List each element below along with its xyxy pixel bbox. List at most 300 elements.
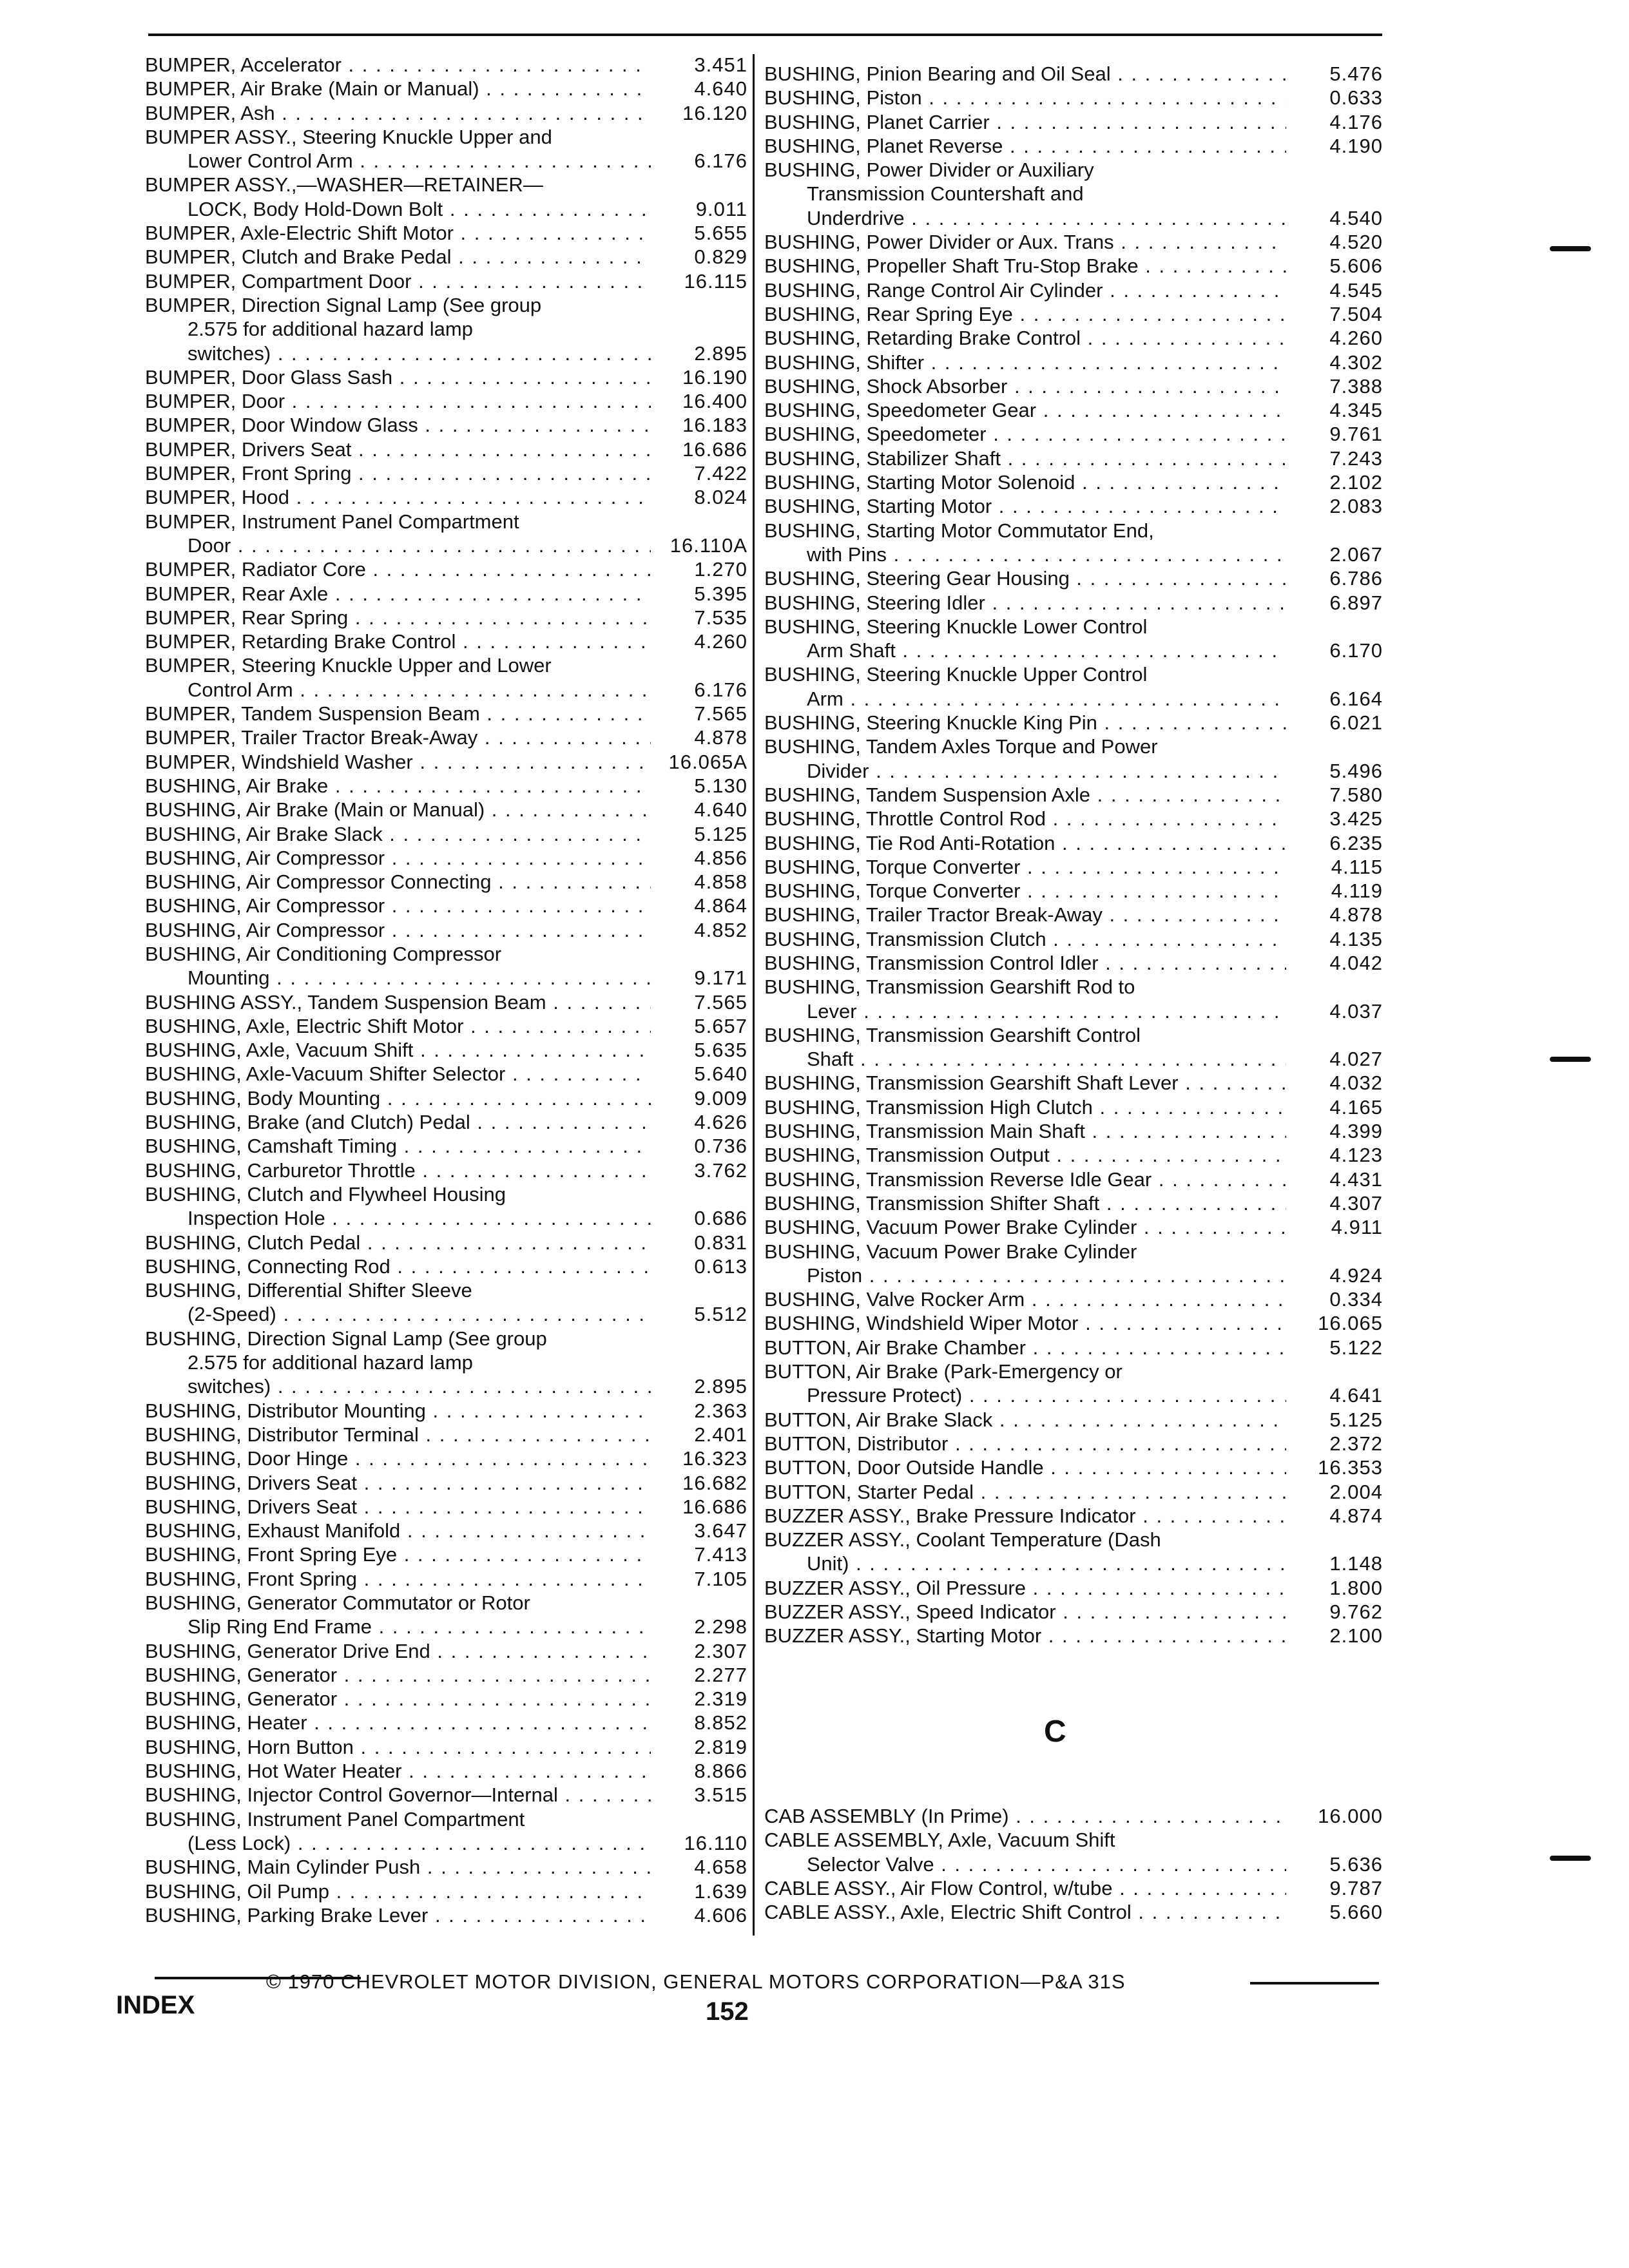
index-entry bbox=[145, 846, 747, 870]
entry-page-ref: 8.852 bbox=[694, 1711, 747, 1735]
index-entry bbox=[145, 221, 747, 245]
entry-page-ref: 6.170 bbox=[1329, 639, 1383, 662]
entry-label bbox=[145, 942, 651, 990]
entry-label-line: BUSHING, Starting Motor Commutator End, bbox=[764, 519, 1154, 542]
index-entry bbox=[764, 374, 1383, 398]
entry-label bbox=[764, 1504, 1286, 1528]
index-label: INDEX bbox=[116, 1991, 195, 2019]
entry-label bbox=[145, 510, 651, 558]
index-entry bbox=[145, 1278, 747, 1327]
index-entry bbox=[145, 1471, 747, 1495]
index-entry bbox=[764, 1240, 1383, 1288]
entry-label-line: BUSHING, Generator . . . bbox=[145, 1663, 651, 1687]
entry-label bbox=[145, 894, 651, 918]
entry-label bbox=[145, 726, 651, 749]
index-entry bbox=[764, 1168, 1383, 1191]
entry-page-ref: 4.626 bbox=[694, 1111, 747, 1134]
entry-page-ref: 7.388 bbox=[1329, 374, 1383, 398]
entry-page-ref: 2.100 bbox=[1329, 1624, 1383, 1648]
entry-label-line: BUSHING, Transmission Gearshift Control bbox=[764, 1023, 1141, 1046]
index-entry bbox=[764, 326, 1383, 350]
entry-label-line: BUSHING, Exhaust Manifold . . . bbox=[145, 1519, 651, 1542]
entry-label-line: Divider . . . bbox=[764, 759, 1286, 783]
entry-label bbox=[145, 702, 651, 726]
entry-label-line: BUSHING, Door Hinge . . . bbox=[145, 1446, 651, 1470]
entry-page-ref: 4.520 bbox=[1329, 231, 1383, 254]
entry-label bbox=[764, 1828, 1286, 1876]
entry-label-line: BUSHING, Clutch and Flywheel Housing bbox=[145, 1182, 506, 1206]
entry-page-ref: 2.895 bbox=[694, 341, 747, 365]
entry-label bbox=[764, 1900, 1286, 1924]
entry-label-line: BUMPER, Clutch and Brake Pedal . . . bbox=[145, 245, 651, 269]
entry-label bbox=[145, 1062, 651, 1086]
column-divider bbox=[753, 54, 755, 1936]
entry-page-ref: 4.640 bbox=[694, 798, 747, 822]
entry-page-ref: 5.125 bbox=[1329, 1408, 1383, 1431]
entry-label-line: BUSHING, Tandem Suspension Axle . . . bbox=[764, 783, 1286, 807]
entry-label-line: BUSHING, Drivers Seat . . . bbox=[145, 1495, 651, 1519]
index-entry bbox=[145, 485, 747, 509]
index-entry bbox=[145, 1110, 747, 1134]
entry-label bbox=[764, 494, 1286, 518]
entry-label bbox=[145, 1086, 651, 1110]
entry-label bbox=[145, 77, 651, 101]
entry-label-line: CABLE ASSEMBLY, Axle, Vacuum Shift bbox=[764, 1829, 1115, 1852]
entry-page-ref: 7.504 bbox=[1329, 302, 1383, 325]
entry-label bbox=[764, 1360, 1286, 1408]
entry-label-line: BUSHING, Generator Commutator or Rotor bbox=[145, 1591, 530, 1614]
entry-label-line: BUSHING, Steering Knuckle Upper Control bbox=[764, 663, 1148, 686]
index-entry bbox=[145, 1134, 747, 1158]
index-entry bbox=[145, 1014, 747, 1038]
entry-page-ref: 3.647 bbox=[694, 1519, 747, 1542]
entry-page-ref: 16.065A bbox=[668, 750, 747, 773]
entry-label bbox=[145, 461, 651, 485]
entry-page-ref: 2.372 bbox=[1329, 1432, 1383, 1455]
entry-label bbox=[145, 1639, 651, 1663]
entry-page-ref: 4.852 bbox=[694, 918, 747, 941]
entry-label bbox=[764, 326, 1286, 350]
index-entry bbox=[145, 365, 747, 389]
entry-label bbox=[145, 582, 651, 606]
entry-label bbox=[145, 1182, 651, 1231]
entry-label bbox=[145, 1254, 651, 1278]
entry-page-ref: 5.125 bbox=[694, 822, 747, 845]
index-entry bbox=[764, 855, 1383, 879]
index-entry bbox=[145, 702, 747, 726]
index-entry bbox=[145, 437, 747, 461]
entry-page-ref: 3.451 bbox=[694, 53, 747, 76]
entry-label-line: BUSHING, Air Brake (Main or Manual) . . . bbox=[145, 798, 651, 822]
entry-label bbox=[764, 1624, 1286, 1648]
index-entry bbox=[764, 494, 1383, 518]
entry-label bbox=[764, 615, 1286, 663]
entry-label-line: Shaft . . . bbox=[764, 1047, 1286, 1071]
entry-page-ref: 6.786 bbox=[1329, 567, 1383, 590]
entry-label bbox=[764, 1408, 1286, 1432]
index-entry bbox=[145, 1495, 747, 1519]
entry-page-ref: 4.260 bbox=[1329, 327, 1383, 350]
entry-page-ref: 4.123 bbox=[1329, 1144, 1383, 1167]
entry-label-line: BUSHING, Piston . . . bbox=[764, 86, 1286, 110]
entry-label bbox=[145, 1542, 651, 1566]
entry-page-ref: 0.334 bbox=[1329, 1288, 1383, 1311]
entry-label-line: BUTTON, Starter Pedal . . . bbox=[764, 1480, 1286, 1504]
entry-label-line: BUZZER ASSY., Speed Indicator . . . bbox=[764, 1600, 1286, 1624]
entry-label bbox=[764, 855, 1286, 879]
entry-page-ref: 4.190 bbox=[1329, 134, 1383, 157]
index-entry bbox=[145, 1759, 747, 1783]
index-entry bbox=[145, 1687, 747, 1711]
index-entry bbox=[145, 1182, 747, 1231]
entry-label bbox=[145, 1759, 651, 1783]
index-entry bbox=[145, 413, 747, 437]
index-entry bbox=[764, 158, 1383, 230]
entry-label-line: BUMPER, Axle-Electric Shift Motor . . . bbox=[145, 221, 651, 245]
entry-page-ref: 16.686 bbox=[682, 437, 747, 461]
entry-label-line: Selector Valve . . . bbox=[764, 1852, 1286, 1876]
entry-label-line: Unit) . . . bbox=[764, 1552, 1286, 1575]
entry-label bbox=[764, 470, 1286, 494]
entry-label-line: BUTTON, Air Brake (Park-Emergency or bbox=[764, 1360, 1123, 1383]
entry-page-ref: 4.874 bbox=[1329, 1504, 1383, 1527]
entry-page-ref: 5.635 bbox=[694, 1039, 747, 1062]
entry-label-line: BUSHING, Brake (and Clutch) Pedal . . . bbox=[145, 1110, 651, 1134]
index-entry bbox=[764, 1528, 1383, 1576]
entry-label-line: BUSHING, Connecting Rod . . . bbox=[145, 1254, 651, 1278]
entry-label bbox=[764, 951, 1286, 975]
index-entry bbox=[764, 591, 1383, 615]
entry-label bbox=[764, 1071, 1286, 1095]
entry-label-line: switches) . . . bbox=[145, 1374, 651, 1398]
entry-label bbox=[764, 1191, 1286, 1215]
index-entry bbox=[764, 134, 1383, 158]
entry-page-ref: 16.686 bbox=[682, 1495, 747, 1518]
index-entry bbox=[145, 1423, 747, 1446]
index-entry bbox=[145, 1446, 747, 1470]
index-entry bbox=[764, 1576, 1383, 1600]
index-entry bbox=[764, 662, 1383, 711]
entry-label-line: BUSHING, Stabilizer Shaft . . . bbox=[764, 447, 1286, 470]
entry-label-line: BUSHING, Parking Brake Lever . . . bbox=[145, 1903, 651, 1927]
index-entry bbox=[145, 1542, 747, 1566]
entry-page-ref: 2.298 bbox=[694, 1615, 747, 1639]
index-entry bbox=[145, 389, 747, 413]
entry-label bbox=[145, 1711, 651, 1735]
entry-page-ref: 8.024 bbox=[694, 486, 747, 509]
entry-page-ref: 4.042 bbox=[1329, 951, 1383, 974]
index-entry bbox=[145, 53, 747, 77]
entry-label-line: BUMPER, Compartment Door . . . bbox=[145, 269, 651, 293]
entry-label-line: BUMPER, Accelerator . . . bbox=[145, 53, 651, 77]
entry-label-line: switches) . . . bbox=[145, 341, 651, 365]
index-entry bbox=[764, 735, 1383, 783]
entry-label-line: BUSHING, Injector Control Governor—Internal . . . bbox=[145, 1783, 651, 1807]
entry-label-line: Mounting . . . bbox=[145, 966, 651, 990]
entry-label bbox=[145, 1423, 651, 1446]
entry-label-line: BUMPER, Hood . . . bbox=[145, 485, 651, 509]
entry-page-ref: 7.413 bbox=[694, 1543, 747, 1566]
entry-label bbox=[145, 1663, 651, 1687]
entry-page-ref: 4.856 bbox=[694, 846, 747, 869]
margin-mark bbox=[1550, 1057, 1591, 1062]
index-entry bbox=[145, 1038, 747, 1062]
entry-page-ref: 2.319 bbox=[694, 1687, 747, 1711]
index-entry bbox=[764, 927, 1383, 951]
index-entry bbox=[764, 1311, 1383, 1335]
entry-label-line: BUSHING, Main Cylinder Push . . . bbox=[145, 1855, 651, 1879]
entry-label bbox=[145, 101, 651, 125]
entry-label-line: BUSHING, Air Brake . . . bbox=[145, 774, 651, 798]
entry-label-line: BUSHING, Transmission Reverse Idle Gear . . . bbox=[764, 1168, 1286, 1191]
entry-page-ref: 6.897 bbox=[1329, 591, 1383, 614]
index-entry bbox=[145, 653, 747, 702]
entry-label-line: BUSHING, Drivers Seat . . . bbox=[145, 1471, 651, 1495]
entry-label-line: BUSHING, Propeller Shaft Tru-Stop Brake . . . bbox=[764, 254, 1286, 278]
index-entry bbox=[764, 86, 1383, 110]
entry-label bbox=[145, 1014, 651, 1038]
entry-page-ref: 3.425 bbox=[1329, 807, 1383, 831]
entry-label-line: BUMPER, Drivers Seat . . . bbox=[145, 437, 651, 461]
index-entry bbox=[145, 990, 747, 1014]
entry-label bbox=[145, 1519, 651, 1542]
entry-page-ref: 3.762 bbox=[694, 1158, 747, 1182]
entry-label bbox=[764, 566, 1286, 590]
entry-page-ref: 4.658 bbox=[694, 1856, 747, 1879]
entry-page-ref: 0.686 bbox=[694, 1207, 747, 1230]
entry-page-ref: 4.302 bbox=[1329, 351, 1383, 374]
entry-page-ref: 1.800 bbox=[1329, 1576, 1383, 1599]
entry-page-ref: 5.660 bbox=[1329, 1901, 1383, 1924]
entry-label-line: BUSHING, Rear Spring Eye . . . bbox=[764, 302, 1286, 326]
entry-page-ref: 4.176 bbox=[1329, 110, 1383, 133]
entry-page-ref: 4.540 bbox=[1329, 206, 1383, 229]
index-entry bbox=[764, 1408, 1383, 1432]
entry-label-line: BUSHING, Speedometer Gear . . . bbox=[764, 398, 1286, 422]
entry-label bbox=[145, 1807, 651, 1856]
page-number: 152 bbox=[706, 1997, 749, 2026]
index-entry bbox=[764, 1071, 1383, 1095]
index-column-left bbox=[145, 53, 747, 1927]
index-entry bbox=[764, 1336, 1383, 1360]
entry-page-ref: 6.021 bbox=[1329, 711, 1383, 735]
entry-label-line: BUMPER, Door Glass Sash . . . bbox=[145, 365, 651, 389]
entry-label-line: BUMPER, Trailer Tractor Break-Away . . . bbox=[145, 726, 651, 749]
index-entry bbox=[764, 110, 1383, 134]
entry-page-ref: 16.682 bbox=[682, 1471, 747, 1494]
entry-page-ref: 9.009 bbox=[694, 1086, 747, 1110]
index-entry bbox=[145, 1663, 747, 1687]
entry-page-ref: 1.270 bbox=[694, 558, 747, 581]
entry-label bbox=[764, 975, 1286, 1023]
entry-label-line: BUMPER, Front Spring . . . bbox=[145, 461, 651, 485]
entry-label-line: BUSHING, Valve Rocker Arm . . . bbox=[764, 1287, 1286, 1311]
entry-label-line: BUSHING, Throttle Control Rod . . . bbox=[764, 807, 1286, 831]
entry-label-line: BUZZER ASSY., Brake Pressure Indicator . . . bbox=[764, 1504, 1286, 1528]
entry-label-line: BUTTON, Door Outside Handle . . . bbox=[764, 1456, 1286, 1479]
entry-label bbox=[764, 278, 1286, 302]
margin-mark bbox=[1550, 1856, 1591, 1861]
entry-page-ref: 4.032 bbox=[1329, 1072, 1383, 1095]
entry-label-line: BUSHING, Windshield Wiper Motor . . . bbox=[764, 1311, 1286, 1335]
entry-label bbox=[764, 1528, 1286, 1576]
entry-page-ref: 16.110 bbox=[684, 1831, 747, 1854]
entry-label bbox=[145, 173, 651, 221]
index-entry bbox=[145, 750, 747, 774]
index-entry bbox=[764, 470, 1383, 494]
entry-label-line: Slip Ring End Frame . . . bbox=[145, 1615, 651, 1639]
entry-label-line: BUSHING, Transmission Main Shaft . . . bbox=[764, 1119, 1286, 1143]
entry-label-line: BUSHING, Starting Motor . . . bbox=[764, 494, 1286, 518]
entry-label bbox=[764, 374, 1286, 398]
index-entry bbox=[764, 1360, 1383, 1408]
entry-label bbox=[764, 903, 1286, 927]
entry-page-ref: 6.164 bbox=[1329, 687, 1383, 710]
entry-label-line: BUSHING, Distributor Terminal . . . bbox=[145, 1423, 651, 1446]
entry-page-ref: 5.655 bbox=[694, 222, 747, 245]
entry-label-line: Transmission Countershaft and bbox=[807, 182, 1084, 206]
entry-label bbox=[764, 110, 1286, 134]
entry-label-line: BUTTON, Air Brake Chamber . . . bbox=[764, 1336, 1286, 1360]
index-entry bbox=[764, 1876, 1383, 1900]
entry-label bbox=[764, 1240, 1286, 1288]
entry-label bbox=[764, 422, 1286, 446]
entry-label bbox=[764, 1287, 1286, 1311]
entry-label bbox=[764, 1432, 1286, 1456]
entry-label bbox=[764, 591, 1286, 615]
index-entry bbox=[145, 1879, 747, 1903]
entry-label bbox=[764, 711, 1286, 735]
entry-page-ref: 7.580 bbox=[1329, 783, 1383, 806]
top-rule bbox=[148, 34, 1382, 36]
entry-label-line: BUSHING, Planet Carrier . . . bbox=[764, 110, 1286, 134]
entry-label-line: BUSHING, Range Control Air Cylinder . . . bbox=[764, 278, 1286, 302]
entry-label-line: BUSHING, Tandem Axles Torque and Power bbox=[764, 735, 1158, 758]
entry-page-ref: 7.565 bbox=[694, 702, 747, 726]
entry-page-ref: 4.345 bbox=[1329, 399, 1383, 422]
entry-label bbox=[145, 1879, 651, 1903]
entry-label-line: BUSHING, Generator . . . bbox=[145, 1687, 651, 1711]
entry-label bbox=[145, 1038, 651, 1062]
entry-page-ref: 5.636 bbox=[1329, 1852, 1383, 1876]
index-entry bbox=[145, 1062, 747, 1086]
entry-label-line: BUSHING, Distributor Mounting . . . bbox=[145, 1399, 651, 1423]
entry-page-ref: 4.431 bbox=[1329, 1168, 1383, 1191]
section-letter-heading: C bbox=[1044, 1715, 1066, 1749]
margin-mark bbox=[1550, 246, 1591, 251]
entry-label bbox=[764, 302, 1286, 326]
entry-page-ref: 8.866 bbox=[694, 1760, 747, 1783]
entry-label bbox=[145, 1735, 651, 1759]
footer-rule-right bbox=[1250, 1982, 1379, 1984]
entry-page-ref: 2.895 bbox=[694, 1375, 747, 1398]
index-entry bbox=[145, 870, 747, 894]
entry-label bbox=[145, 629, 651, 653]
entry-page-ref: 0.829 bbox=[694, 245, 747, 269]
entry-label-line: BUMPER, Rear Spring . . . bbox=[145, 606, 651, 629]
index-entry bbox=[764, 351, 1383, 374]
index-entry bbox=[764, 1480, 1383, 1504]
entry-label bbox=[145, 798, 651, 822]
index-entry bbox=[145, 774, 747, 798]
entry-label-line: BUSHING, Transmission Control Idler . . . bbox=[764, 951, 1286, 975]
entry-label bbox=[145, 1110, 651, 1134]
index-entry bbox=[145, 894, 747, 918]
entry-page-ref: 9.011 bbox=[695, 197, 747, 220]
index-entry bbox=[764, 711, 1383, 735]
index-entry bbox=[145, 173, 747, 221]
entry-label-line: BUSHING ASSY., Tandem Suspension Beam . . . bbox=[145, 990, 651, 1014]
entry-page-ref: 4.307 bbox=[1329, 1191, 1383, 1215]
entry-page-ref: 7.243 bbox=[1329, 447, 1383, 470]
index-entry bbox=[764, 1804, 1383, 1828]
index-entry bbox=[145, 77, 747, 101]
entry-label bbox=[145, 1687, 651, 1711]
index-entry bbox=[145, 822, 747, 846]
index-entry bbox=[145, 1086, 747, 1110]
entry-page-ref: 4.037 bbox=[1329, 999, 1383, 1023]
entry-label bbox=[764, 1456, 1286, 1479]
entry-page-ref: 5.130 bbox=[694, 774, 747, 797]
entry-label-line: BUSHING, Steering Knuckle King Pin . . . bbox=[764, 711, 1286, 735]
entry-label-line: BUZZER ASSY., Oil Pressure . . . bbox=[764, 1576, 1286, 1600]
entry-page-ref: 9.171 bbox=[694, 966, 747, 990]
entry-page-ref: 16.000 bbox=[1318, 1805, 1383, 1827]
entry-label bbox=[145, 245, 651, 269]
entry-page-ref: 5.122 bbox=[1329, 1336, 1383, 1359]
index-entry bbox=[145, 510, 747, 558]
index-entry bbox=[764, 975, 1383, 1023]
entry-label bbox=[764, 662, 1286, 711]
entry-label-line: BUSHING, Vacuum Power Brake Cylinder bbox=[764, 1240, 1137, 1263]
entry-label bbox=[764, 134, 1286, 158]
entry-label-line: BUMPER, Door . . . bbox=[145, 389, 651, 413]
entry-label-line: BUSHING, Torque Converter . . . bbox=[764, 879, 1286, 903]
entry-label bbox=[764, 1804, 1286, 1828]
entry-page-ref: 16.065 bbox=[1318, 1312, 1383, 1335]
entry-label-line: BUSHING, Axle, Vacuum Shift . . . bbox=[145, 1038, 651, 1062]
entry-label-line: BUSHING, Torque Converter . . . bbox=[764, 855, 1286, 879]
index-entry bbox=[145, 1567, 747, 1591]
entry-page-ref: 16.183 bbox=[682, 414, 747, 437]
entry-label bbox=[145, 1471, 651, 1495]
entry-page-ref: 2.083 bbox=[1329, 495, 1383, 518]
index-entry bbox=[764, 422, 1383, 446]
right-column-top-list bbox=[764, 62, 1383, 1648]
entry-label-line: BUSHING, Camshaft Timing . . . bbox=[145, 1134, 651, 1158]
entry-label-line: BUTTON, Air Brake Slack . . . bbox=[764, 1408, 1286, 1432]
index-entry bbox=[145, 726, 747, 749]
entry-label-line: 2.575 for additional hazard lamp bbox=[188, 318, 473, 341]
entry-label-line: CABLE ASSY., Air Flow Control, w/tube . . . bbox=[764, 1876, 1286, 1900]
entry-label-line: BUSHING, Axle-Vacuum Shifter Selector . . . bbox=[145, 1062, 651, 1086]
entry-label-line: BUSHING, Steering Knuckle Lower Control bbox=[764, 615, 1148, 638]
entry-label bbox=[145, 870, 651, 894]
entry-label bbox=[145, 1495, 651, 1519]
entry-label-line: BUSHING, Air Compressor . . . bbox=[145, 846, 651, 870]
entry-label bbox=[145, 557, 651, 581]
entry-label bbox=[764, 1023, 1286, 1072]
entry-label-line: BUSHING, Power Divider or Aux. Trans . . . bbox=[764, 230, 1286, 254]
entry-label bbox=[145, 1134, 651, 1158]
entry-label-line: CABLE ASSY., Axle, Electric Shift Control . . . bbox=[764, 1900, 1286, 1924]
entry-label-line: BUSHING, Air Compressor . . . bbox=[145, 918, 651, 942]
entry-label bbox=[145, 774, 651, 798]
entry-label-line: BUSHING, Vacuum Power Brake Cylinder . . . bbox=[764, 1215, 1286, 1239]
entry-label-line: (2-Speed) . . . bbox=[145, 1302, 651, 1326]
entry-label-line: BUSHING, Air Compressor . . . bbox=[145, 894, 651, 918]
index-entry bbox=[145, 1807, 747, 1856]
